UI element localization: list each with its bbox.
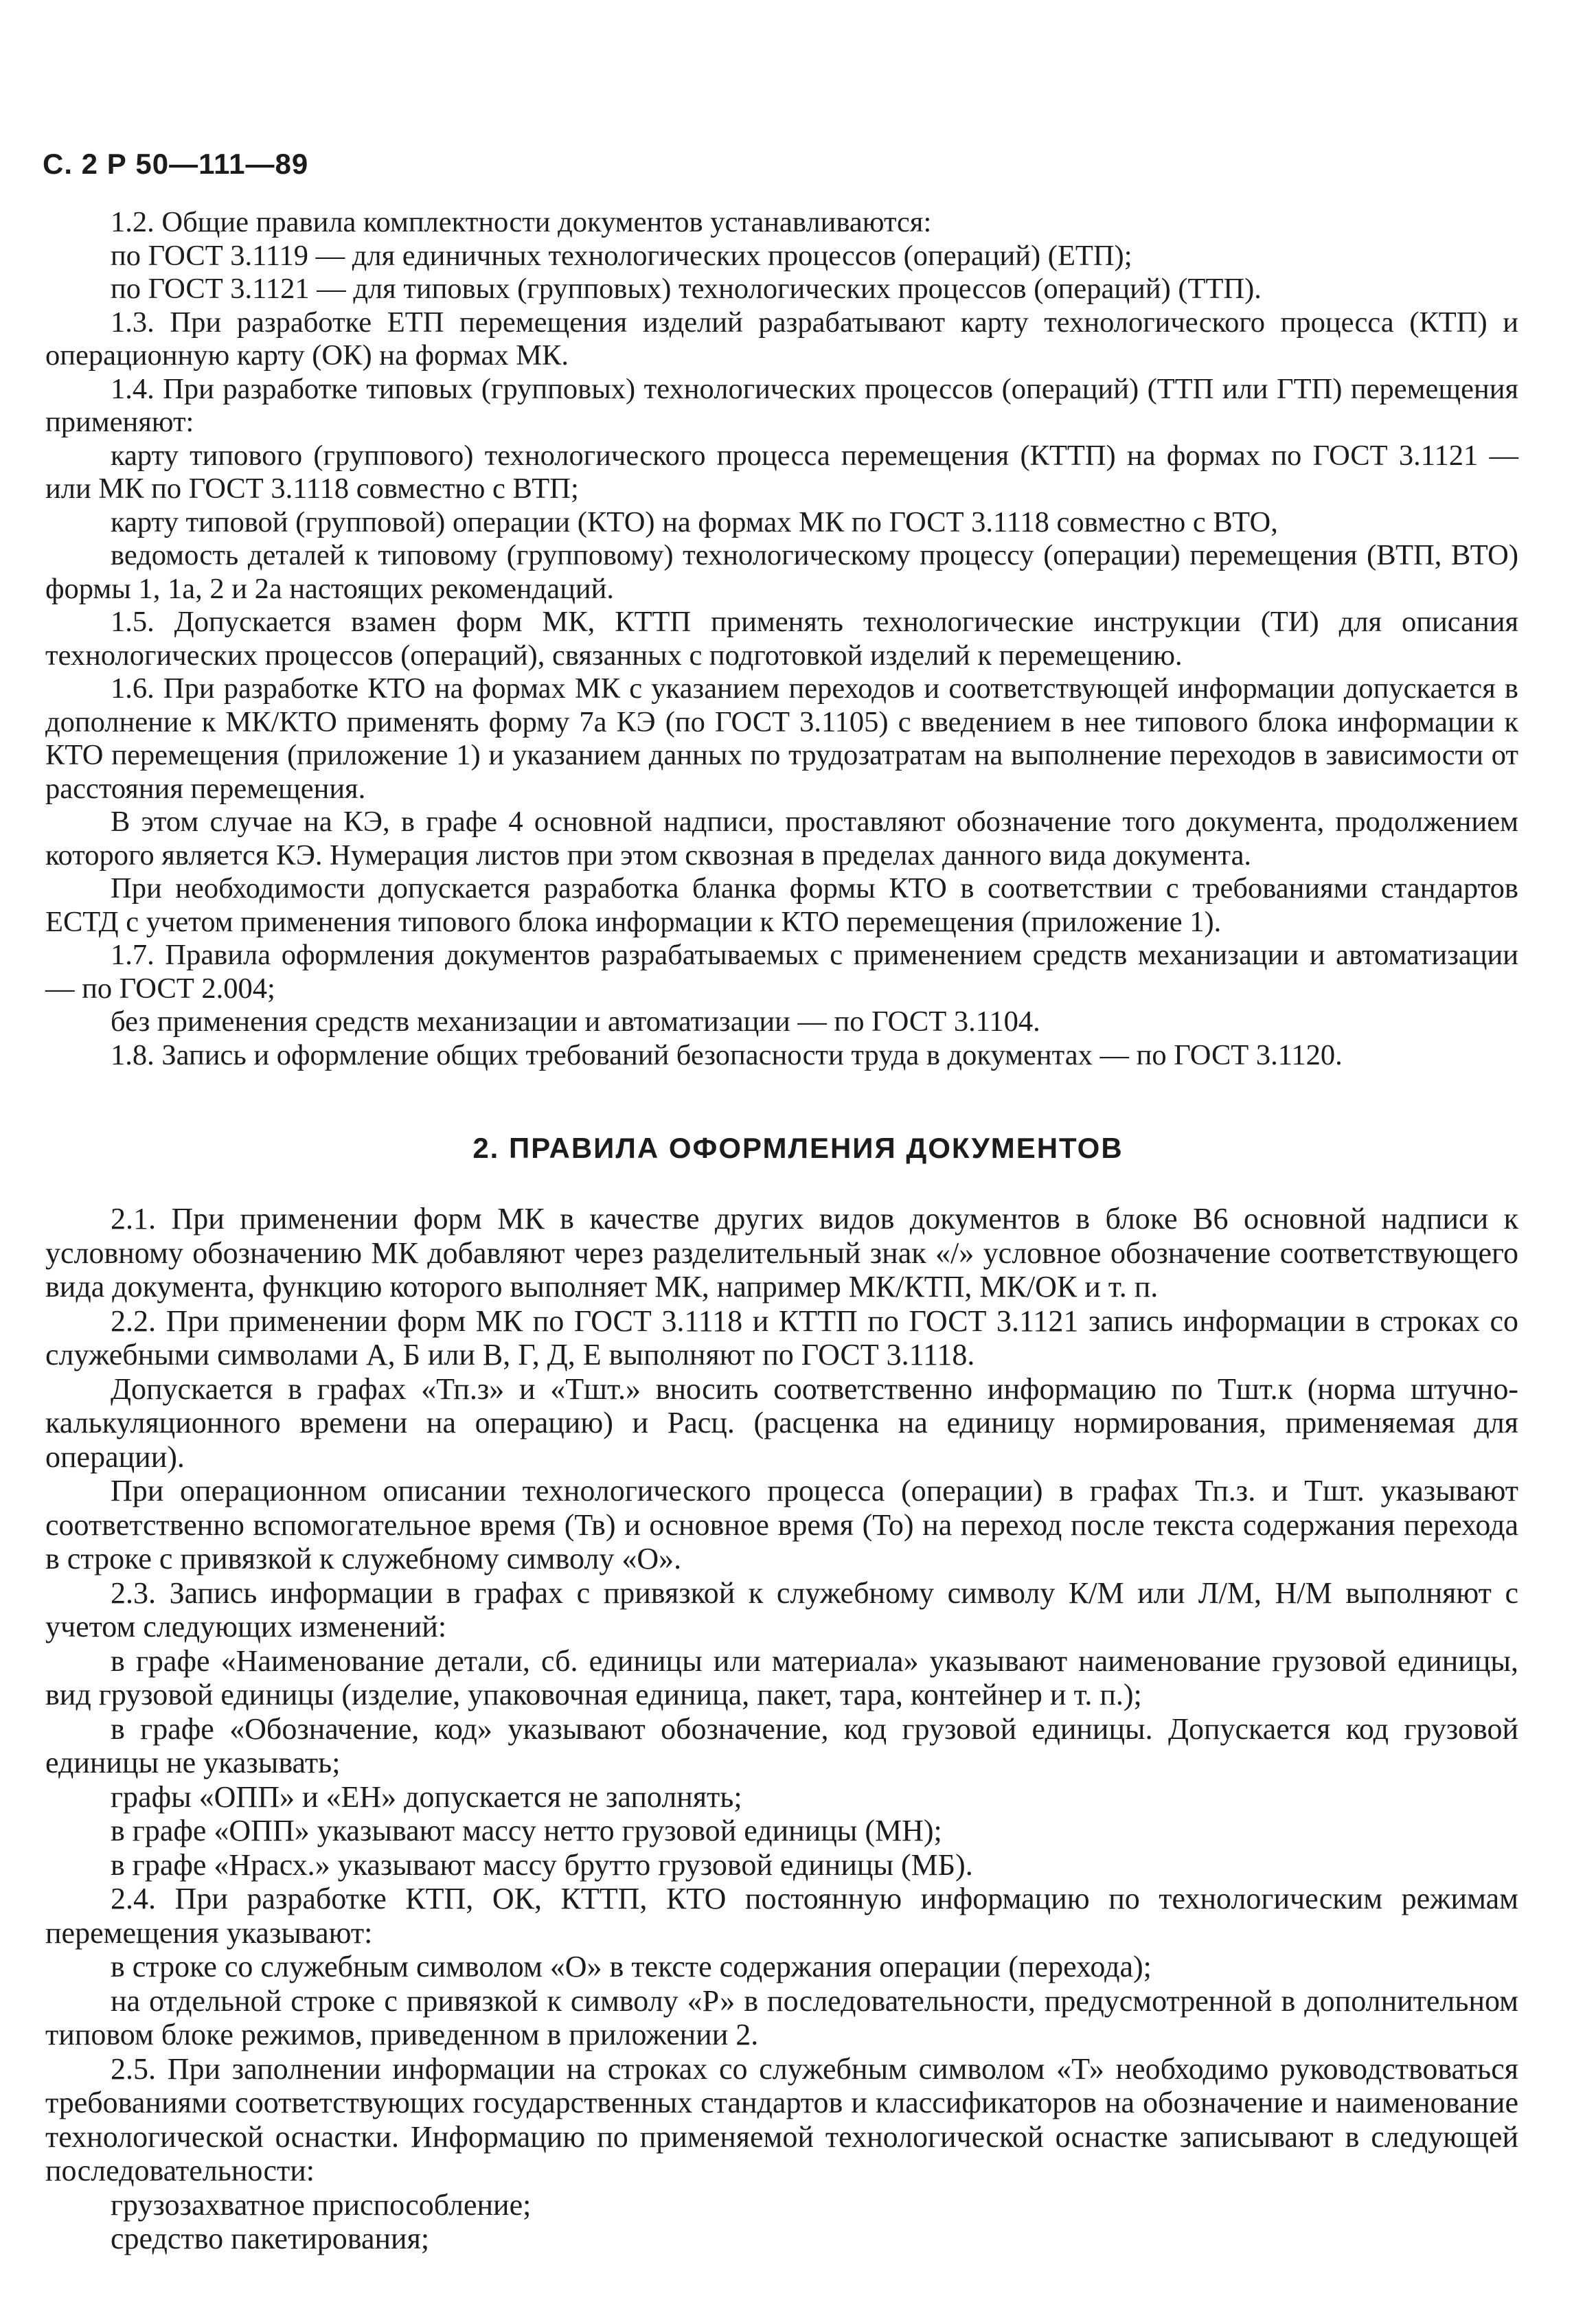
paragraph: Допускается в графах «Тп.з» и «Тшт.» вносить соответственно информацию по Тшт.к (норма штучно-калькуляционного времени на операцию) и Расц. (расценка на единицу нормирования, применяемая для операции). [45, 1371, 1518, 1474]
page-header: С. 2 Р 50—111—89 [43, 148, 309, 180]
paragraph: графы «ОПП» и «ЕН» допускается не заполнять; [111, 1779, 742, 1814]
paragraph: 1.7. Правила оформления документов разрабатываемых с применением средств механизации и автоматизации — по ГОСТ 2.004; [45, 939, 1518, 1005]
paragraph: 2.4. При разработке КТП, ОК, КТТП, КТО постоянную информацию по технологическим режимам перемещения указывают: [45, 1882, 1518, 1950]
paragraph: 1.2. Общие правила комплектности документов устанавливаются: [111, 206, 932, 238]
paragraph: по ГОСТ 3.1121 — для типовых (групповых) технологических процессов (операций) (ТТП). [111, 273, 1262, 305]
paragraph: по ГОСТ 3.1119 — для единичных технологических процессов (операций) (ЕТП); [111, 239, 1132, 272]
paragraph: В этом случае на КЭ, в графе 4 основной надписи, проставляют обозначение того документа, продолжением которого является КЭ. Нумерация листов при этом сквозная в пределах данного вида документа. [45, 806, 1518, 872]
paragraph: 2.1. При применении форм МК в качестве других видов документов в блоке В6 основной надписи к условному обозначению МК добавляют через разделительный знак «/» условное обозначение соответствующего вида документа, функцию которого выполняет МК, например МК/КТП, МК/ОК и т. п. [45, 1202, 1518, 1304]
section-2-body [45, 1202, 1518, 2256]
paragraph: 1.3. При разработке ЕТП перемещения изделий разрабатывают карту технологического процесса (КТП) и операционную карту (ОК) на формах МК. [45, 306, 1518, 372]
paragraph: 2.2. При применении форм МК по ГОСТ 3.1118 и КТТП по ГОСТ 3.1121 запись информации в строках со служебными символами А, Б или В, Г, Д, Е выполняют по ГОСТ 3.1118. [45, 1304, 1518, 1371]
paragraph: средство пакетирования; [111, 2222, 430, 2255]
paragraph: в графе «Нрасх.» указывают массу брутто грузовой единицы (МБ). [111, 1847, 973, 1882]
paragraph: карту типового (группового) технологического процесса перемещения (КТТП) на формах по ГОСТ 3.1121 — или МК по ГОСТ 3.1118 совместно с ВТП; [45, 439, 1518, 505]
paragraph: 1.6. При разработке КТО на формах МК с указанием переходов и соответствующей информации допускается в дополнение к МК/КТО применять форму 7а КЭ (по ГОСТ 3.1105) с введением в нее типового блока информации к КТО перемещения (приложение 1) и указанием данных по трудозатратам на выполнение переходов в зависимости от расстояния перемещения. [45, 672, 1518, 805]
paragraph: 2.5. При заполнении информации на строках со служебным символом «Т» необходимо руководствоваться требованиями соответствующих государственных стандартов и классификаторов на обозначение и наименование технологической оснастки. Информацию по применяемой технологической оснастке записывают в следующей последовательности: [45, 2051, 1518, 2187]
section-2-title: 2. ПРАВИЛА ОФОРМЛЕНИЯ ДОКУМЕНТОВ [472, 1132, 1124, 1164]
paragraph: 2.3. Запись информации в графах с привязкой к служебному символу К/М или Л/М, Н/М выполняют с учетом следующих изменений: [45, 1575, 1518, 1643]
paragraph: в строке со служебным символом «О» в тексте содержания операции (перехода); [111, 1950, 1152, 1983]
paragraph: в графе «ОПП» указывают массу нетто грузовой единицы (МН); [111, 1814, 942, 1847]
paragraph: в графе «Обозначение, код» указывают обозначение, код грузовой единицы. Допускается код грузовой единицы не указывать; [45, 1711, 1518, 1779]
paragraph: грузозахватное приспособление; [111, 2187, 532, 2222]
paragraph: 1.4. При разработке типовых (групповых) технологических процессов (операций) (ТТП или ГТП) перемещения применяют: [45, 372, 1518, 438]
paragraph: При операционном описании технологического процесса (операции) в графах Тп.з. и Тшт. указывают соответственно вспомогательное время (Тв) и основное время (То) на переход после текста содержания перехода в строке с привязкой к служебному символу «О». [45, 1474, 1518, 1575]
section-1-body [45, 206, 1518, 1072]
paragraph: карту типовой (групповой) операции (КТО) на формах МК по ГОСТ 3.1118 совместно с ВТО, [111, 505, 1278, 538]
paragraph: в графе «Наименование детали, сб. единицы или материала» указывают наименование грузовой единицы, вид грузовой единицы (изделие, упаковочная единица, пакет, тара, контейнер и т. п.); [45, 1643, 1518, 1711]
paragraph: 1.5. Допускается взамен форм МК, КТТП применять технологические инструкции (ТИ) для описания технологических процессов (операций), связанных с подготовкой изделий к перемещению. [45, 606, 1518, 672]
paragraph: 1.8. Запись и оформление общих требований безопасности труда в документах — по ГОСТ 3.1120. [111, 1038, 1343, 1071]
paragraph: При необходимости допускается разработка бланка формы КТО в соответствии с требованиями стандартов ЕСТД с учетом применения типового блока информации к КТО перемещения (приложение 1). [45, 872, 1518, 938]
paragraph: ведомость деталей к типовому (групповому) технологическому процессу (операции) перемещения (ВТП, ВТО) формы 1, 1а, 2 и 2а настоящих рекомендаций. [45, 539, 1518, 605]
paragraph: на отдельной строке с привязкой к символу «Р» в последовательности, предусмотренной в дополнительном типовом блоке режимов, приведенном в приложении 2. [45, 1983, 1518, 2051]
paragraph: без применения средств механизации и автоматизации — по ГОСТ 3.1104. [111, 1005, 1040, 1038]
